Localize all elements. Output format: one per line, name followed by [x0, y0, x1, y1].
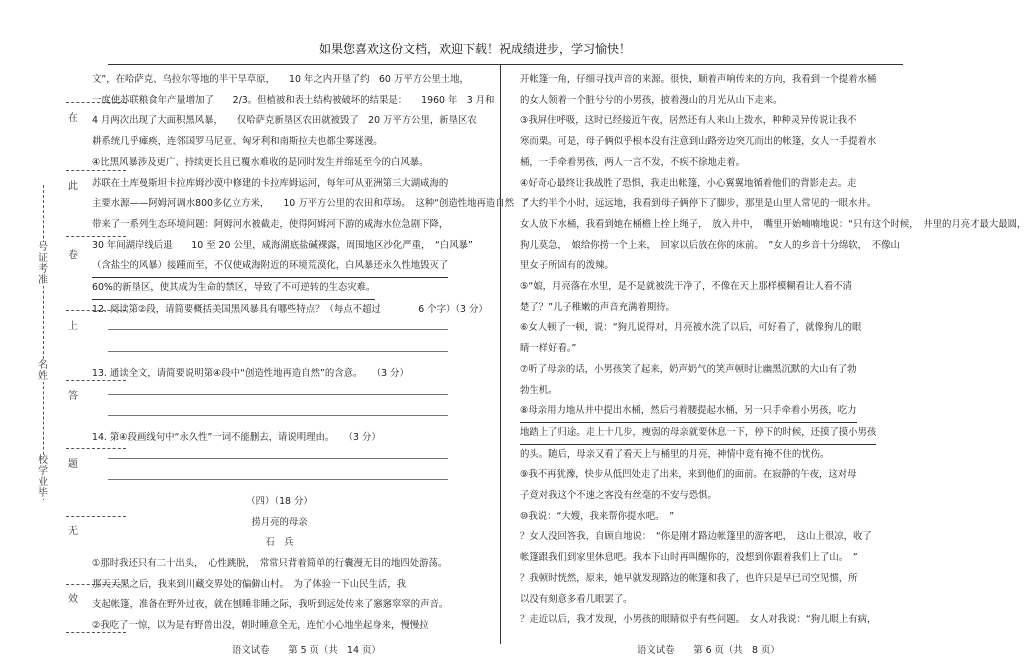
seal-char: 此: [68, 181, 78, 192]
binding-dashed-line: [43, 185, 44, 500]
question-13: 13. 通读全文，请简要说明第④段中“创造性地再造自然”的含意。 （3 分）: [92, 367, 409, 379]
text-line: 开帐篷一角，仔细寻找声音的来源。很快，顺着声响传来的方向，我看到一个提着水桶: [520, 74, 877, 85]
page-footer-left: 语文试卷 第 5 页（共 14 页）: [232, 645, 381, 656]
answer-line[interactable]: [108, 406, 448, 416]
text-line: 一度使苏联粮食年产量增加了 2/3。但植被和表土结构被破坏的结果是： 1960 年 3 月和: [92, 94, 495, 106]
text-line: 30 年间湖岸线后退 10 至 20 公里，咸海湖底盐碱裸露，周围地区沙化严重， “白风暴”: [92, 239, 473, 251]
text-line: 耕系统几乎瘫痪，连邻国罗马尼亚、匈牙利和南斯拉夫也都尘雾迷漫。: [92, 136, 383, 148]
text-line: 苏联在土库曼斯坦卡拉库姆沙漠中修建的卡拉库姆运河，每年可从亚洲第三大湖咸海的: [92, 177, 449, 189]
text-line: ⑤“娘，月亮落在水里，是不是就被洗干净了，不像在天上那样模糊看让人看不清: [520, 281, 853, 293]
underlined-line: ⑧母亲用力地从井中提出水桶，然后弓着腰提起水桶，另一只手牵着小男孩，吃力: [520, 401, 857, 423]
story-title: 捞月亮的母亲: [251, 516, 308, 528]
text-line: 那天天黑之后，我来到川藏交界处的偏僻山村。 为了体验一下山民生活，我: [92, 578, 407, 590]
text-line: ⑩我说：“大嫂，我来帮你提水吧。 ”: [520, 510, 675, 522]
story-author: 石 兵: [265, 537, 294, 549]
column-divider: [500, 64, 501, 644]
underlined-line: 60%的新垦区，使其成为生命的禁区，导致了不可逆转的生态灾难。: [92, 278, 375, 300]
text-line: ④比黑风暴涉及更广、持续更长且已覆水难收的是同时发生并绵延至今的白风暴。: [92, 156, 429, 168]
answer-line[interactable]: [108, 449, 448, 459]
download-banner: 如果您喜欢这份文档，欢迎下载！祝成绩进步，学习愉快！: [318, 42, 631, 56]
text-line: 以没有刻意多看几眼罢了。: [520, 593, 633, 605]
text-line: 4 月两次出现了大面积黑风暴， 仅哈萨克新垦区农田就被毁了 20 万平方公里，新垦区农: [92, 115, 477, 127]
text-line: 睛一样好看。”: [520, 343, 577, 355]
text-line: ④好奇心最终让我战胜了恐惧，我走出帐篷，小心翼翼地循着他们的背影走去。走: [520, 177, 857, 189]
seal-char: 卷: [68, 250, 78, 261]
text-line: 支起帐篷，准备在野外过夜，就在刨睡非睡之际，我听到远处传来了窸窸窣窣的声音。: [92, 599, 449, 611]
seal-char: 题: [68, 459, 78, 470]
text-line: ？我顿时恍然，原来，她早就发现路边的帐篷和我了，也许只是早已司空见惯，所: [520, 572, 858, 584]
text-line: 桶，一手牵着男孩，两人一言不发，不疾不徐地走着。: [520, 156, 746, 168]
text-line: 里女子所固有的泼辣。: [520, 260, 614, 272]
section-heading: （四）（18 分）: [246, 495, 313, 507]
answer-line[interactable]: [108, 470, 448, 480]
text-line: 的头。随后，母亲又看了看天上与桶里的月亮，神情中竟有掩不住的忧伤。: [520, 448, 830, 460]
text-line: 寒而栗。可是，母子俩似乎根本没有注意到山路旁边突兀而出的帐篷，女人一手提着水: [520, 136, 877, 148]
text-line: 的女人领着一个脏兮兮的小男孩，披着漫山的月光从山下走来。: [520, 94, 783, 106]
school-label: 校学业毕: [34, 455, 52, 499]
underlined-line: （含盐尘的风暴）接踵而至，不仅使咸海附近的环境荒漠化，白风暴还永久性地毁灭了: [92, 256, 448, 278]
page-footer-right: 语文试卷 第 6 页（共 8 页）: [637, 645, 780, 656]
text-line: ②我吃了一惊，以为是有野兽出没，朝时睡意全无，连忙小心地坐起身来，慢慢拉: [92, 620, 429, 632]
underlined-line: 地踏上了归途。走上十几步，瘦弱的母亲就要休息一下，停下的时候，还摸了摸小男孩: [520, 423, 876, 445]
text-line: 楚了？”儿子稚嫩的声音充满着期待。: [520, 301, 675, 313]
text-line: 主要水源——阿姆河调水800多亿立方米， 10 万平方公里的农田和草场。 这种“创造性地再造自然 ”: [92, 198, 529, 210]
text-line: 狗儿莫急， 娘给你捞一个上来， 回家以后放在你的床前。 ”女人的乡音十分绵软， 不像山: [520, 239, 900, 251]
text-line: ⑨我不再犹豫，快步从低凹处走了出来，来到他们的面前。在寂静的午夜，这对母: [520, 469, 857, 481]
seal-char: 无: [68, 526, 78, 537]
text-line: 帐篷跟我们到家里休息吧。我本下山时再叫醒你的，没想到你跟着我们上了山。 ”: [520, 552, 858, 564]
seal-char: 在: [68, 113, 78, 124]
text-line: ①那时我还只有二十出头， 心性跳脱， 常常只背着简单的行囊漫无目的地四处游荡。: [92, 558, 448, 570]
text-line: 勃生机。: [520, 384, 558, 396]
text-line: 了大约半个小时，远远地，我看到母子俩停下了脚步，那里是山里人常见的一眼水井。: [520, 198, 877, 210]
seal-char: 答: [68, 391, 78, 402]
answer-line[interactable]: [108, 342, 448, 352]
left-column: [92, 70, 529, 637]
text-line: ③我屏住呼吸，这时已经接近午夜，居然还有人来山上拨水，种种灵异传说让我不: [520, 115, 857, 127]
right-column: [520, 70, 1026, 631]
text-line: ⑦听了母亲的话，小男孩笑了起来，奶声奶气的笑声顿时让幽黑沉默的大山有了勃: [520, 363, 857, 375]
exam-id-label: 号证考准: [34, 242, 52, 286]
text-line: 文”，在哈萨克、乌拉尔等地的半干旱草原， 10 年之内开垦了约 60 万平方公里土地，: [92, 74, 469, 85]
text-line: 子竟对我这个不速之客没有丝毫的不安与恐惧。: [520, 490, 717, 502]
header-rule: [108, 64, 903, 65]
question-12: 12. 阅读第②段，请简要概括美国黑风暴具有哪些特点？（每点不超过 6 个字）（3 分）: [92, 303, 488, 315]
text-line: ⑥女人顿了一顿，说：“狗儿说得对，月亮被水洗了以后，可好看了，就像狗儿的眼: [520, 322, 862, 334]
text-line: ？走近以后，我才发现，小男孩的眼睛似乎有些问题。 女人对我说：“狗儿眼上有病，: [520, 614, 877, 626]
answer-line[interactable]: [108, 320, 448, 330]
text-line: 带来了一系列生态环境问题：阿姆河水被截走，使得阿姆河下游的咸海水位急剧下降，: [92, 218, 449, 230]
seal-char: 上: [68, 321, 78, 332]
name-label: 名姓: [34, 360, 52, 382]
text-line: ？女人没回答我，自顾自地说： “你是刚才路边帐篷里的游客吧， 这山上很凉，收了: [520, 531, 872, 543]
question-14: 14. 第④段画线句中“永久性”一词不能删去，请说明理由。 （3 分）: [92, 431, 381, 443]
answer-line[interactable]: [108, 385, 448, 395]
text-line: 女人放下水桶，我看到她在桶檐上拴上绳子， 放入井中， 嘴里开始喃喃地说：“只有这个时候， 井里的月亮才最大最圆，: [520, 218, 1026, 230]
seal-char: 效: [68, 594, 78, 605]
